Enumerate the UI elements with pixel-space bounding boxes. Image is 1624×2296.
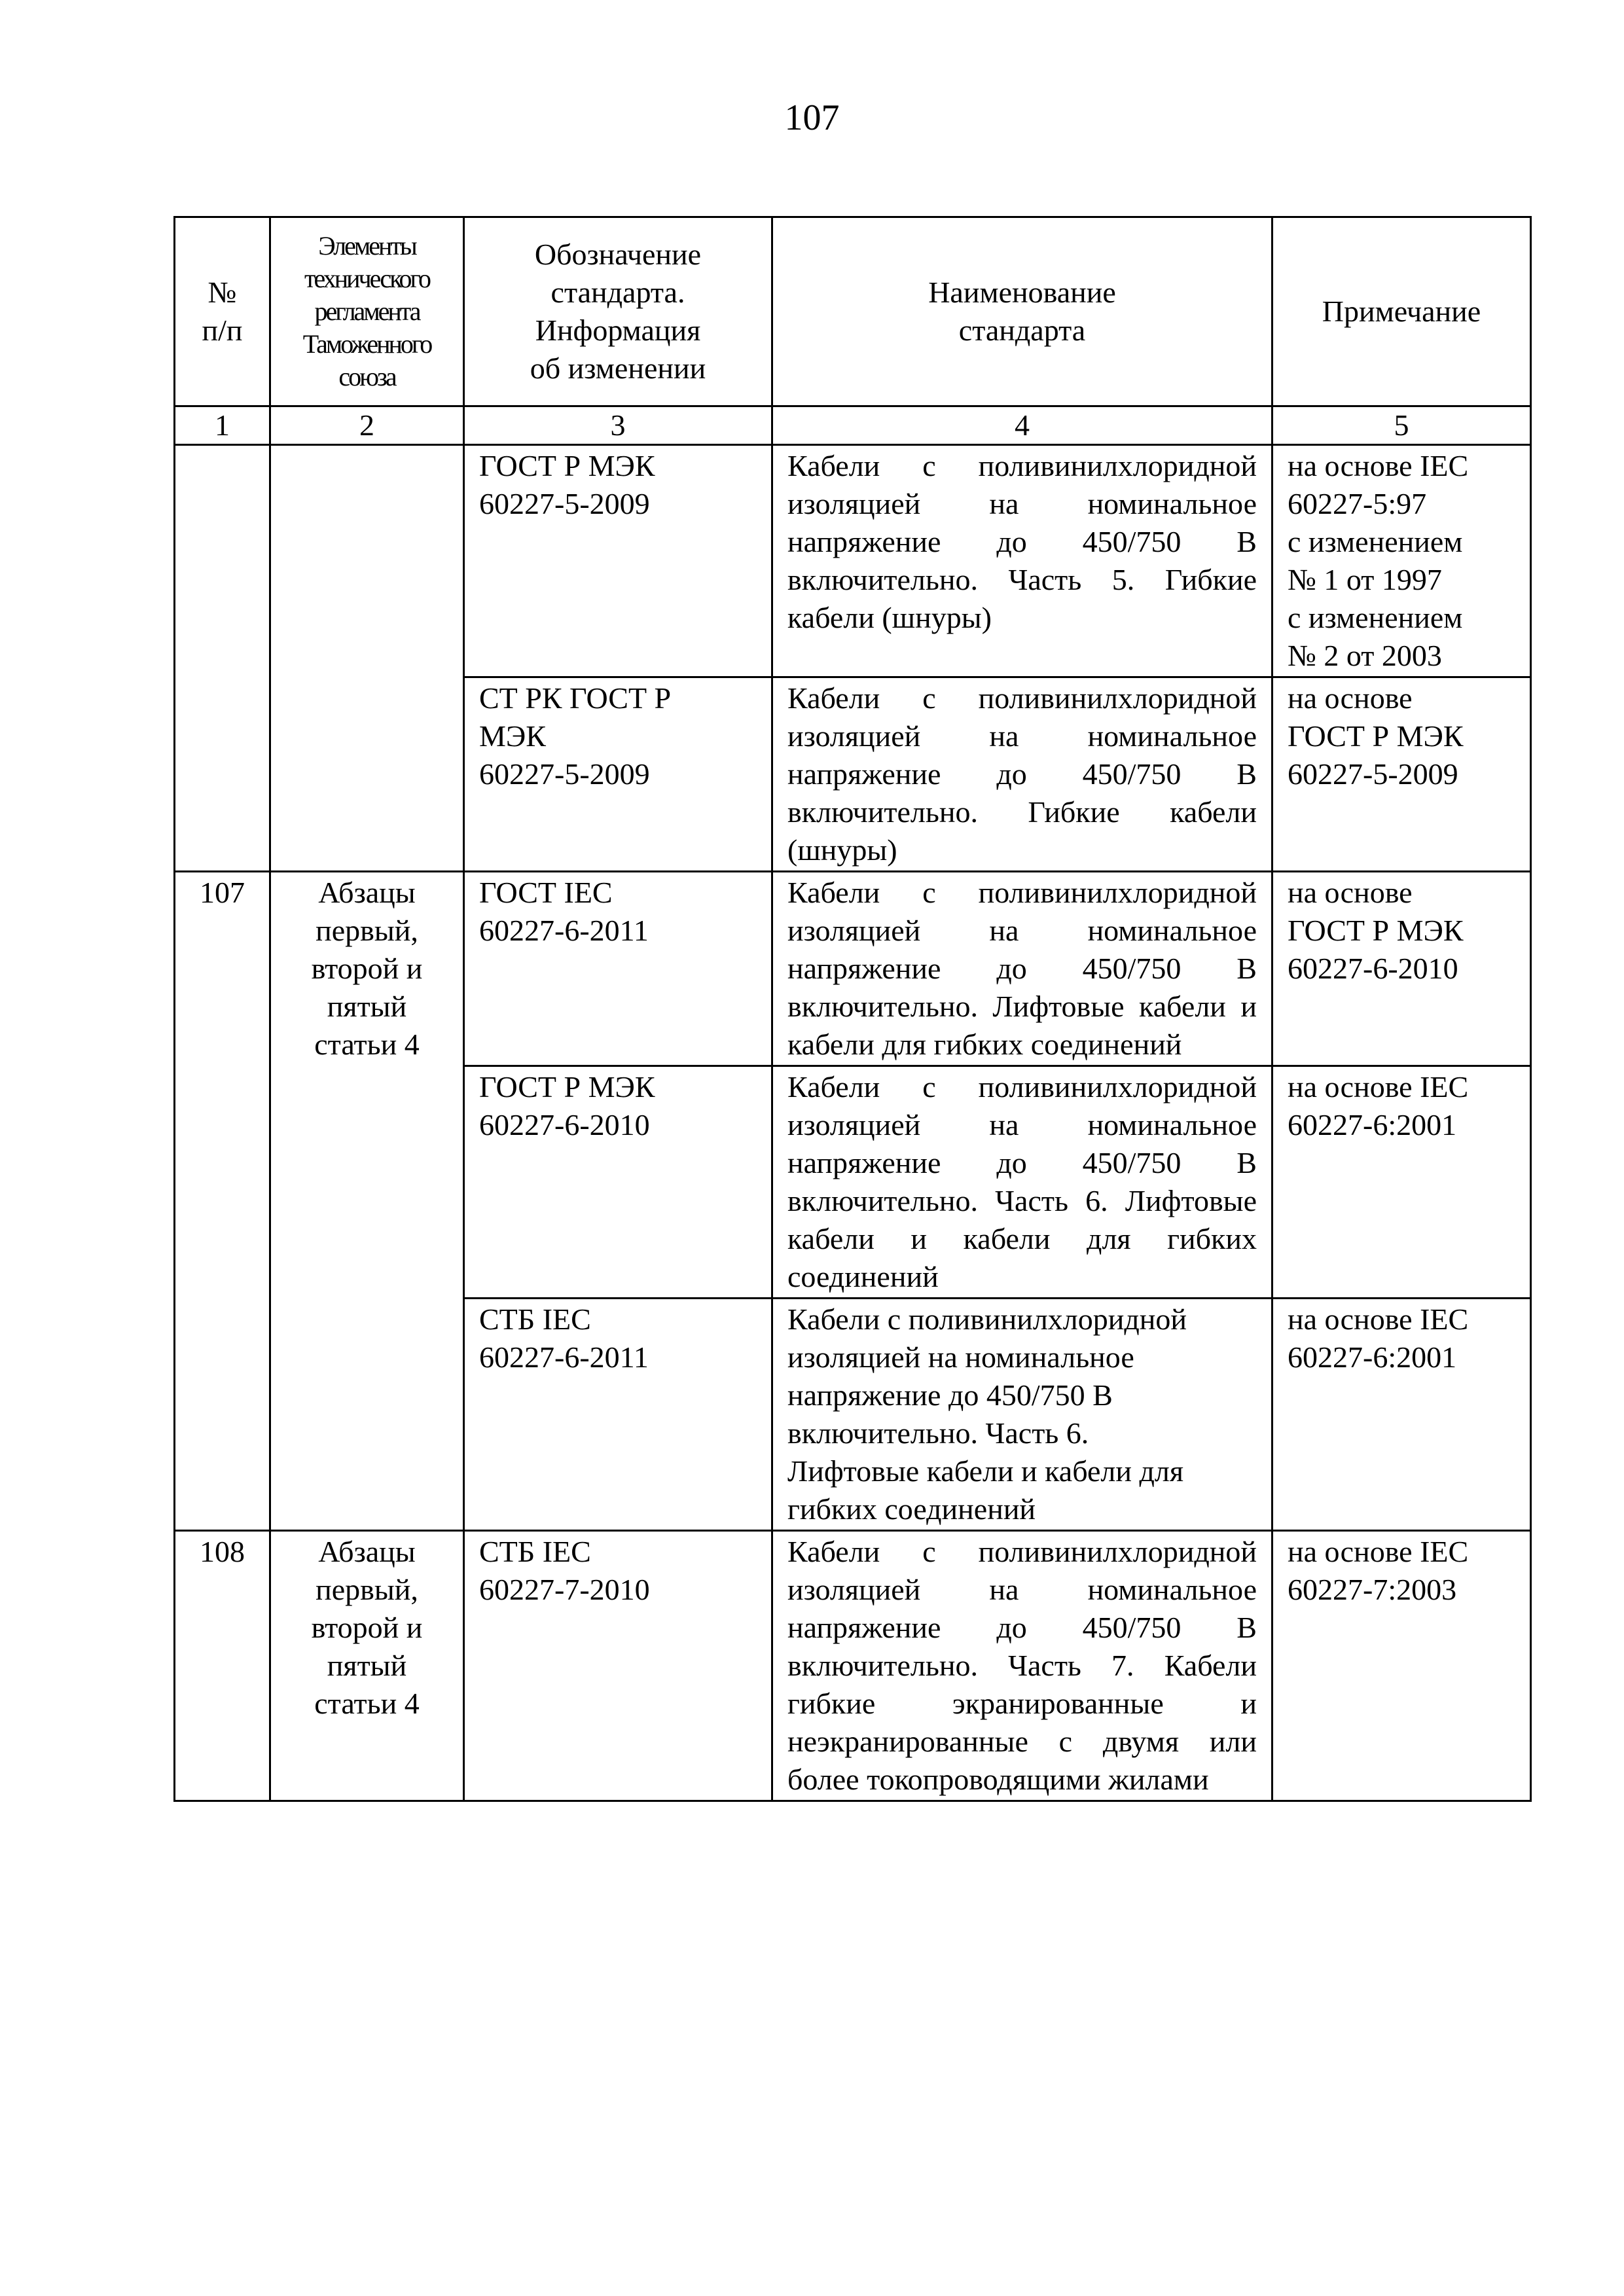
row-name-cell: Кабели с поливинилхлоридной изоляцией на номинальное напряжение до 450/750 В включительно. Часть 7. Кабели гибкие экранированные и неэкранированные с двумя или более токопроводящими жилами (772, 1531, 1272, 1801)
row-name-cell: Кабели с поливинилхлоридной изоляцией на номинальное напряжение до 450/750 В включительно. Лифтовые кабели и кабели для гибких соединений (772, 872, 1272, 1066)
standards-table (173, 216, 1532, 1802)
row-note-cell: на основе ГОСТ Р МЭК 60227-6-2010 (1272, 872, 1531, 1066)
table-row (175, 1531, 1531, 1801)
row-num-cell (175, 445, 270, 872)
row-note-cell: на основе IEC 60227-6:2001 (1272, 1066, 1531, 1299)
header-name: Наименование стандарта (772, 217, 1272, 406)
header-note: Примечание (1272, 217, 1531, 406)
row-elements-cell: Абзацы первый, второй и пятый статьи 4 (270, 1531, 464, 1801)
col-number: 3 (464, 406, 772, 445)
row-designation-cell: ГОСТ IEC 60227-6-2011 (464, 872, 772, 1066)
row-designation-cell: ГОСТ Р МЭК 60227-5-2009 (464, 445, 772, 677)
row-name-cell: Кабели с поливинилхлоридной изоляцией на номинальное напряжение до 450/750 В включительно. Часть 6. Лифтовые кабели и кабели для гибких соединений (772, 1066, 1272, 1299)
row-note-cell: на основе IEC 60227-5:97 с изменением № 1 от 1997 с изменением № 2 от 2003 (1272, 445, 1531, 677)
table-row (175, 872, 1531, 1066)
row-note-cell: на основе IEC 60227-6:2001 (1272, 1299, 1531, 1531)
header-elements: Элементы технического регламента Таможенного союза (270, 217, 464, 406)
row-elements-cell (270, 445, 464, 872)
row-elements-cell: Абзацы первый, второй и пятый статьи 4 (270, 872, 464, 1531)
row-note-cell: на основе ГОСТ Р МЭК 60227-5-2009 (1272, 677, 1531, 872)
row-designation-cell: СТБ IEC 60227-7-2010 (464, 1531, 772, 1801)
row-name-cell: Кабели с поливинилхлоридной изоляцией на номинальное напряжение до 450/750 В включительно. Часть 5. Гибкие кабели (шнуры) (772, 445, 1272, 677)
col-number: 1 (175, 406, 270, 445)
header-designation: Обозначение стандарта. Информация об изменении (464, 217, 772, 406)
row-num-cell: 108 (175, 1531, 270, 1801)
page-number: 107 (784, 98, 840, 138)
row-num-cell: 107 (175, 872, 270, 1531)
row-note-cell: на основе IEC 60227-7:2003 (1272, 1531, 1531, 1801)
table-row (175, 445, 1531, 677)
row-designation-cell: СТБ IEC 60227-6-2011 (464, 1299, 772, 1531)
col-number: 4 (772, 406, 1272, 445)
header-num: № п/п (175, 217, 270, 406)
row-designation-cell: СТ РК ГОСТ Р МЭК 60227-5-2009 (464, 677, 772, 872)
col-number: 5 (1272, 406, 1531, 445)
column-number-row (175, 406, 1531, 445)
row-name-cell: Кабели с поливинилхлоридной изоляцией на номинальное напряжение до 450/750 В включительно. Часть 6. Лифтовые кабели и кабели для гибких соединений (772, 1299, 1272, 1531)
header-row (175, 217, 1531, 406)
row-designation-cell: ГОСТ Р МЭК 60227-6-2010 (464, 1066, 772, 1299)
col-number: 2 (270, 406, 464, 445)
row-name-cell: Кабели с поливинилхлоридной изоляцией на номинальное напряжение до 450/750 В включительно. Гибкие кабели (шнуры) (772, 677, 1272, 872)
